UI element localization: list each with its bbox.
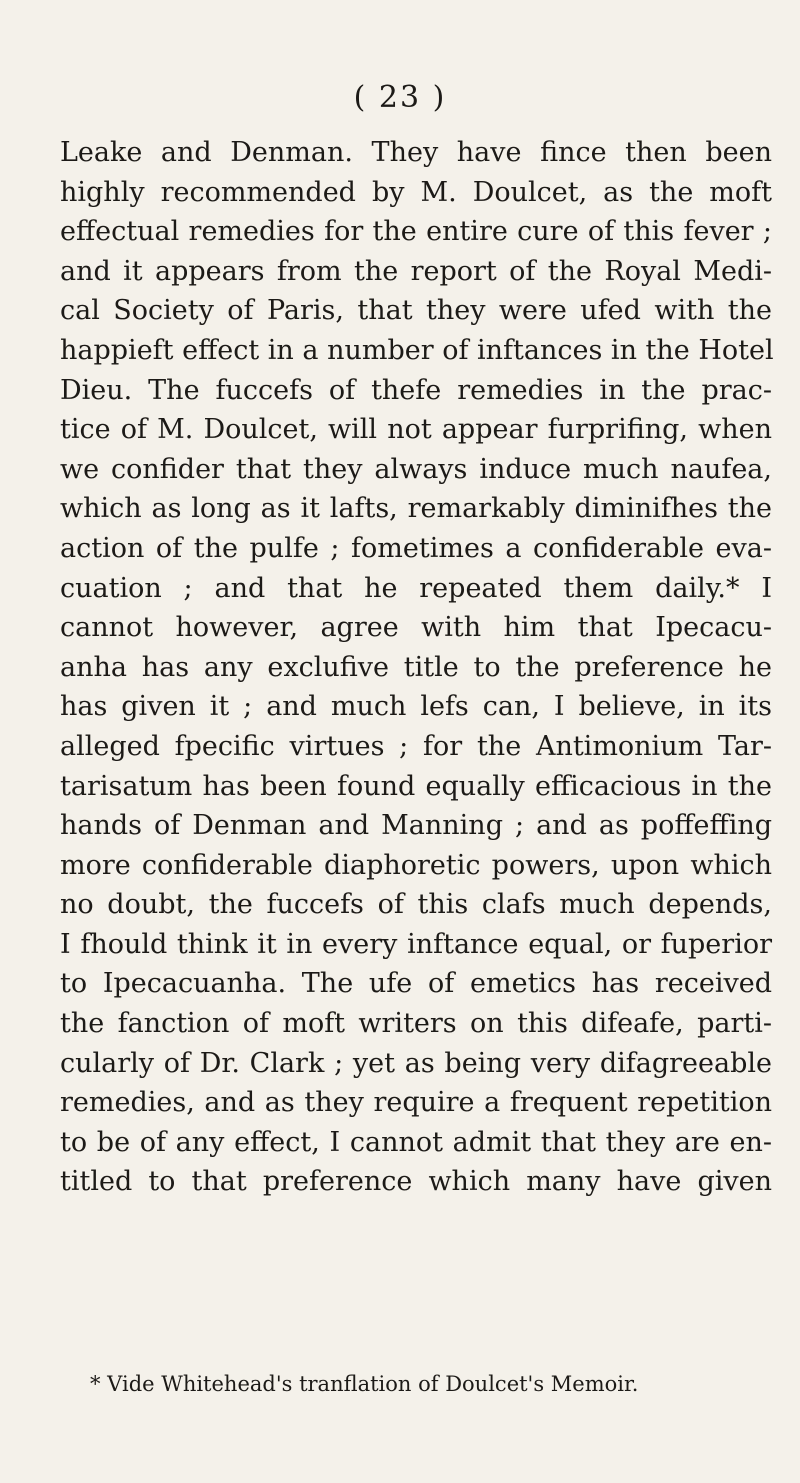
footnote: * Vide Whitehead's tranflation of Doulcet's Memoir. [90, 1372, 639, 1396]
text-line: Leake and Denman. They have fince then been [60, 137, 772, 168]
text-line: tarisatum has been found equally efficacious in the [60, 770, 772, 802]
text-line: we confider that they always induce much naufea, [60, 453, 772, 485]
text-line: titled to that preference which many have given [60, 1166, 772, 1198]
text-line: happieft effect in a number of inftances in the Hotel [60, 334, 774, 366]
text-line: effectual remedies for the entire cure of this fever ; [60, 216, 772, 248]
text-line: the fanction of moft writers on this difeafe, parti- [60, 1008, 772, 1040]
body-text [60, 133, 772, 1202]
text-line: alleged fpecific virtues ; for the Antimonium Tar- [60, 730, 772, 762]
text-line: Dieu. The fuccefs of thefe remedies in the prac- [60, 374, 772, 406]
text-line: cularly of Dr. Clark ; yet as being very difagreeable [60, 1047, 772, 1079]
text-line: cal Society of Paris, that they were ufed with the [60, 295, 772, 327]
text-line: to be of any effect, I cannot admit that they are en- [60, 1126, 772, 1158]
text-line: remedies, and as they require a frequent repetition [60, 1087, 772, 1119]
text-line: to Ipecacuanha. The ufe of emetics has received [60, 968, 772, 1000]
text-line: highly recommended by M. Doulcet, as the moft [60, 176, 772, 208]
text-line: cannot however, agree with him that Ipecacu- [60, 612, 772, 644]
text-line: hands of Denman and Manning ; and as poffeffing [60, 810, 772, 842]
text-line: action of the pulfe ; fometimes a confiderable eva- [60, 532, 772, 564]
text-line: has given it ; and much lefs can, I believe, in its [60, 691, 772, 723]
text-line: which as long as it lafts, remarkably diminifhes the [60, 493, 772, 525]
text-line: more confiderable diaphoretic powers, upon which [60, 849, 772, 881]
text-line: I fhould think it in every inftance equal, or fuperior [60, 928, 772, 960]
text-line: and it appears from the report of the Royal Medi- [60, 255, 772, 287]
text-line: tice of M. Doulcet, will not appear furprifing, when [60, 414, 772, 446]
text-line: cuation ; and that he repeated them daily.* I [60, 572, 772, 604]
page-number: ( 23 ) [353, 80, 447, 115]
text-line: anha has any exclufive title to the preference he [60, 651, 772, 683]
text-line: no doubt, the fuccefs of this clafs much depends, [60, 889, 772, 921]
